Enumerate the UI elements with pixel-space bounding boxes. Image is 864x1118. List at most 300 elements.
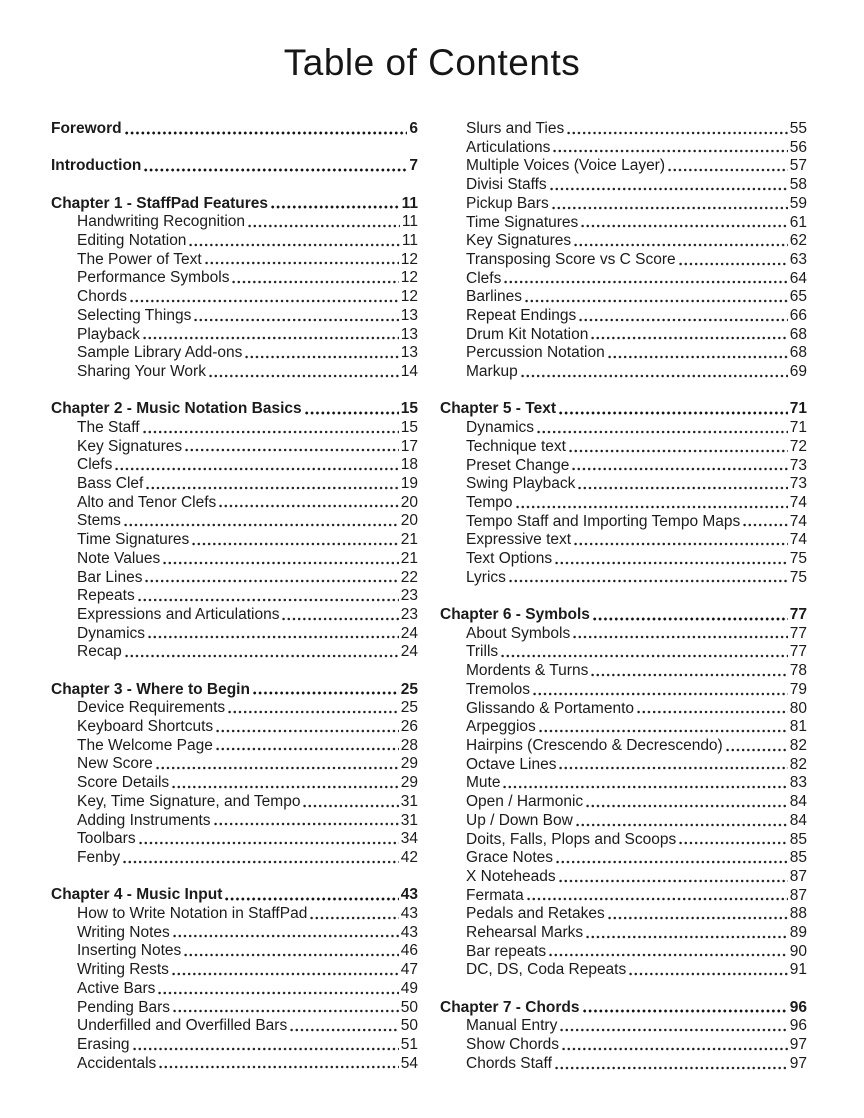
dot-leader xyxy=(558,868,788,887)
toc-entry-label: The Power of Text xyxy=(77,250,202,268)
dot-leader xyxy=(580,214,787,233)
toc-entry-label: The Staff xyxy=(77,418,140,436)
toc-entry-row xyxy=(440,344,807,363)
toc-entry-label: Selecting Things xyxy=(77,306,192,324)
dot-leader xyxy=(171,961,399,980)
toc-page-number: 85 xyxy=(789,830,807,848)
toc-entry-label: Playback xyxy=(77,325,140,343)
dot-leader xyxy=(549,176,788,195)
toc-entry-row xyxy=(440,700,807,719)
toc-entry-row xyxy=(51,512,418,531)
toc-page-number: 73 xyxy=(789,456,807,474)
toc-entry-row xyxy=(440,625,807,644)
toc-entry-label: Bar repeats xyxy=(466,942,547,960)
toc-page-number: 20 xyxy=(400,512,418,530)
toc-chapter-row xyxy=(440,999,807,1018)
toc-entry-label: Writing Notes xyxy=(77,923,170,941)
dot-leader xyxy=(554,1055,788,1074)
toc-entry-row xyxy=(51,456,418,475)
dot-leader xyxy=(559,1017,787,1036)
toc-entry-label: Bar Lines xyxy=(77,568,143,586)
dot-leader xyxy=(147,625,399,644)
toc-entry-label: How to Write Notation in StaffPad xyxy=(77,904,308,922)
toc-page-number: 61 xyxy=(789,213,807,231)
toc-block xyxy=(51,400,418,662)
toc-entry-label: New Score xyxy=(77,755,153,773)
toc-entry-row xyxy=(440,363,807,382)
toc-page-number: 66 xyxy=(789,307,807,325)
toc-page-number: 62 xyxy=(789,232,807,250)
toc-entry-label: Show Chords xyxy=(466,1036,560,1054)
dot-leader xyxy=(573,232,788,251)
dot-leader xyxy=(502,774,787,793)
toc-chapter-row xyxy=(51,120,418,139)
toc-chapter-label: Chapter 7 - Chords xyxy=(440,998,580,1016)
toc-page-number: 56 xyxy=(789,138,807,156)
toc-entry-row xyxy=(440,662,807,681)
toc-chapter-label: Chapter 5 - Text xyxy=(440,400,556,418)
toc-page-number: 71 xyxy=(789,419,807,437)
toc-entry-row xyxy=(51,849,418,868)
toc-entry-label: Recap xyxy=(77,643,122,661)
dot-leader xyxy=(162,550,398,569)
toc-entry-row xyxy=(440,494,807,513)
dot-leader xyxy=(143,157,407,176)
toc-entry-row xyxy=(51,232,418,251)
dot-leader xyxy=(566,120,788,139)
dot-leader xyxy=(123,512,399,531)
toc-page-number: 13 xyxy=(400,325,418,343)
toc-page-number: 96 xyxy=(789,1017,807,1035)
toc-page-number: 13 xyxy=(400,344,418,362)
toc-entry-row xyxy=(51,830,418,849)
toc-entry-row xyxy=(51,755,418,774)
dot-leader xyxy=(191,531,398,550)
toc-entry-label: Glissando & Portamento xyxy=(466,699,635,717)
toc-entry-row xyxy=(51,625,418,644)
toc-page-number: 22 xyxy=(400,568,418,586)
toc-entry-label: Expressive text xyxy=(466,531,572,549)
toc-entry-row xyxy=(51,606,418,625)
toc-chapter-label: Chapter 2 - Music Notation Basics xyxy=(51,400,302,418)
toc-entry-row xyxy=(51,363,418,382)
toc-page-number: 46 xyxy=(400,942,418,960)
toc-page-number: 11 xyxy=(401,194,418,212)
toc-page-number: 77 xyxy=(789,624,807,642)
toc-page-number: 88 xyxy=(789,905,807,923)
toc-page-number: 12 xyxy=(400,288,418,306)
toc-entry-label: Clefs xyxy=(466,269,502,287)
dot-leader xyxy=(742,513,787,532)
toc-entry-row xyxy=(51,774,418,793)
dot-leader xyxy=(270,195,400,214)
dot-leader xyxy=(144,569,398,588)
toc-page-number: 74 xyxy=(789,531,807,549)
toc-entry-row xyxy=(440,531,807,550)
toc-entry-row xyxy=(440,513,807,532)
toc-chapter-label: Chapter 4 - Music Input xyxy=(51,886,223,904)
toc-chapter-label: Chapter 6 - Symbols xyxy=(440,606,590,624)
dot-leader xyxy=(252,681,399,700)
toc-page-number: 63 xyxy=(789,250,807,268)
toc-chapter-row xyxy=(51,400,418,419)
toc-page-number: 87 xyxy=(789,867,807,885)
toc-entry-label: Toolbars xyxy=(77,830,136,848)
toc-block xyxy=(440,120,807,382)
toc-page-number: 77 xyxy=(789,606,807,624)
toc-page-number: 97 xyxy=(789,1036,807,1054)
toc-entry-label: Technique text xyxy=(466,437,566,455)
toc-block xyxy=(51,195,418,382)
dot-leader xyxy=(227,699,399,718)
toc-page-number: 84 xyxy=(789,811,807,829)
toc-entry-row xyxy=(440,924,807,943)
dot-leader xyxy=(218,494,398,513)
toc-entry-label: Device Requirements xyxy=(77,699,226,717)
toc-entry-label: Trills xyxy=(466,643,499,661)
dot-leader xyxy=(551,195,788,214)
toc-page-number: 6 xyxy=(409,120,418,137)
dot-leader xyxy=(304,400,399,419)
toc-entry-label: Sharing Your Work xyxy=(77,362,206,380)
toc-page-number: 54 xyxy=(400,1054,418,1072)
toc-entry-row xyxy=(51,643,418,662)
toc-page-number: 25 xyxy=(400,699,418,717)
toc-page-number: 90 xyxy=(789,942,807,960)
dot-leader xyxy=(552,139,787,158)
dot-leader xyxy=(157,980,398,999)
toc-entry-row xyxy=(440,812,807,831)
toc-entry-label: Active Bars xyxy=(77,979,156,997)
toc-entry-row xyxy=(51,980,418,999)
dot-leader xyxy=(558,400,788,419)
toc-entry-label: Handwriting Recognition xyxy=(77,213,246,231)
dot-leader xyxy=(188,232,399,251)
dot-leader xyxy=(515,494,788,513)
toc-block xyxy=(51,120,418,139)
dot-leader xyxy=(124,643,399,662)
dot-leader xyxy=(158,1055,398,1074)
toc-entry-label: Text Options xyxy=(466,550,553,568)
dot-leader xyxy=(145,475,398,494)
toc-entry-row xyxy=(440,943,807,962)
toc-entry-label: Dynamics xyxy=(466,419,535,437)
toc-entry-row xyxy=(440,756,807,775)
toc-page-number: 23 xyxy=(400,605,418,623)
dot-leader xyxy=(247,213,400,232)
toc-page-number: 26 xyxy=(400,718,418,736)
toc-block xyxy=(51,681,418,868)
dot-leader xyxy=(607,344,788,363)
toc-entry-label: Pedals and Retakes xyxy=(466,905,605,923)
toc-entry-row xyxy=(51,587,418,606)
toc-entry-row xyxy=(440,326,807,345)
toc-entry-label: Articulations xyxy=(466,138,551,156)
toc-page-number: 74 xyxy=(789,493,807,511)
toc-page-number: 55 xyxy=(789,120,807,137)
toc-page-number: 20 xyxy=(400,493,418,511)
toc-entry-label: Erasing xyxy=(77,1035,130,1053)
toc-entry-label: Pickup Bars xyxy=(466,194,549,212)
toc-page-number: 81 xyxy=(789,718,807,736)
dot-leader xyxy=(193,307,398,326)
toc-entry-label: Up / Down Bow xyxy=(466,811,573,829)
dot-leader xyxy=(204,251,399,270)
dot-leader xyxy=(309,905,398,924)
toc-block xyxy=(440,400,807,587)
toc-entry-row xyxy=(440,251,807,270)
toc-entry-row xyxy=(440,232,807,251)
toc-page-number: 87 xyxy=(789,886,807,904)
toc-page-number: 82 xyxy=(789,736,807,754)
toc-page-number: 69 xyxy=(789,363,807,381)
toc-page-number: 49 xyxy=(400,979,418,997)
toc-entry-label: Open / Harmonic xyxy=(466,793,584,811)
toc-columns xyxy=(0,120,864,1092)
toc-entry-label: Rehearsal Marks xyxy=(466,924,584,942)
toc-block xyxy=(51,157,418,176)
toc-entry-label: Divisi Staffs xyxy=(466,176,547,194)
toc-column-right xyxy=(440,120,807,1092)
toc-page-number: 82 xyxy=(789,755,807,773)
toc-entry-row xyxy=(51,737,418,756)
dot-leader xyxy=(592,606,788,625)
toc-entry-label: Mute xyxy=(466,774,501,792)
toc-page-number: 34 xyxy=(400,830,418,848)
toc-block xyxy=(440,999,807,1074)
toc-entry-label: Expressions and Articulations xyxy=(77,605,280,623)
dot-leader xyxy=(561,1036,788,1055)
dot-leader xyxy=(215,737,399,756)
dot-leader xyxy=(636,700,788,719)
toc-entry-row xyxy=(51,251,418,270)
toc-entry-label: Barlines xyxy=(466,288,522,306)
dot-leader xyxy=(155,755,399,774)
toc-page-number: 21 xyxy=(400,549,418,567)
toc-page-number: 75 xyxy=(789,568,807,586)
dot-leader xyxy=(137,587,399,606)
toc-entry-row xyxy=(51,718,418,737)
toc-page-number: 29 xyxy=(400,774,418,792)
toc-entry-row xyxy=(440,270,807,289)
toc-entry-row xyxy=(440,831,807,850)
toc-entry-label: Slurs and Ties xyxy=(466,120,565,137)
toc-page-number: 11 xyxy=(401,213,418,231)
toc-page-number: 91 xyxy=(789,961,807,979)
dot-leader xyxy=(568,438,788,457)
toc-entry-label: Manual Entry xyxy=(466,1017,558,1035)
dot-leader xyxy=(548,943,788,962)
dot-leader xyxy=(503,270,787,289)
toc-entry-row xyxy=(440,419,807,438)
toc-entry-row xyxy=(51,793,418,812)
toc-entry-row xyxy=(51,1036,418,1055)
toc-entry-label: Tempo xyxy=(466,493,513,511)
toc-entry-label: Editing Notation xyxy=(77,232,187,249)
dot-leader xyxy=(289,1017,399,1036)
toc-entry-label: Score Details xyxy=(77,774,170,792)
toc-entry-label: Octave Lines xyxy=(466,755,557,773)
toc-page-number: 21 xyxy=(400,531,418,549)
toc-entry-label: Hairpins (Crescendo & Decrescendo) xyxy=(466,736,723,754)
toc-page-number: 15 xyxy=(400,400,418,418)
toc-column-left xyxy=(51,120,418,1092)
toc-entry-row xyxy=(440,550,807,569)
toc-page-number: 12 xyxy=(400,269,418,287)
toc-page-number: 31 xyxy=(400,792,418,810)
toc-entry-label: Transposing Score vs C Score xyxy=(466,250,676,268)
dot-leader xyxy=(184,438,399,457)
dot-leader xyxy=(171,774,399,793)
toc-entry-label: Sample Library Add-ons xyxy=(77,344,243,362)
toc-page-number: 68 xyxy=(789,344,807,362)
toc-entry-label: Dynamics xyxy=(77,624,146,642)
toc-page-number: 11 xyxy=(401,232,418,249)
toc-entry-label: Swing Playback xyxy=(466,475,576,493)
toc-page-number: 43 xyxy=(400,904,418,922)
toc-entry-label: Key Signatures xyxy=(77,437,183,455)
toc-page-number: 23 xyxy=(400,587,418,605)
toc-chapter-label: Chapter 3 - Where to Begin xyxy=(51,680,250,698)
dot-leader xyxy=(302,793,398,812)
toc-entry-label: Preset Change xyxy=(466,456,570,474)
toc-entry-label: Chords xyxy=(77,288,127,306)
toc-page-number: 42 xyxy=(400,848,418,866)
toc-page-number: 65 xyxy=(789,288,807,306)
toc-block xyxy=(440,606,807,980)
toc-entry-label: Time Signatures xyxy=(77,531,190,549)
dot-leader xyxy=(122,849,399,868)
toc-entry-row xyxy=(51,942,418,961)
dot-leader xyxy=(129,288,399,307)
toc-page-number: 77 xyxy=(789,643,807,661)
dot-leader xyxy=(678,251,788,270)
toc-page-number: 64 xyxy=(789,269,807,287)
toc-entry-row xyxy=(440,681,807,700)
dot-leader xyxy=(571,457,787,476)
toc-page-number: 43 xyxy=(400,886,418,904)
toc-entry-label: Stems xyxy=(77,512,121,530)
toc-page-number: 57 xyxy=(789,157,807,175)
toc-entry-row xyxy=(51,269,418,288)
toc-entry-label: Arpeggios xyxy=(466,718,536,736)
toc-entry-row xyxy=(51,812,418,831)
toc-entry-row xyxy=(440,905,807,924)
dot-leader xyxy=(573,531,788,550)
dot-leader xyxy=(590,662,787,681)
toc-entry-row xyxy=(51,307,418,326)
toc-page-number: 28 xyxy=(400,736,418,754)
toc-page-number: 31 xyxy=(400,811,418,829)
toc-entry-label: Adding Instruments xyxy=(77,811,211,829)
toc-page-number: 50 xyxy=(400,1017,418,1035)
toc-entry-label: Note Values xyxy=(77,549,161,567)
toc-entry-row xyxy=(440,457,807,476)
dot-leader xyxy=(142,419,399,438)
toc-page-number: 84 xyxy=(789,793,807,811)
toc-entry-row xyxy=(51,1055,418,1074)
toc-entry-row xyxy=(440,643,807,662)
dot-leader xyxy=(725,737,788,756)
toc-entry-label: Performance Symbols xyxy=(77,269,230,287)
toc-entry-label: Fenby xyxy=(77,848,121,866)
toc-entry-row xyxy=(440,1017,807,1036)
toc-entry-row xyxy=(440,120,807,139)
toc-page-number: 25 xyxy=(400,680,418,698)
dot-leader xyxy=(555,849,788,868)
dot-leader xyxy=(215,718,399,737)
toc-entry-row xyxy=(440,195,807,214)
toc-page-number: 68 xyxy=(789,325,807,343)
toc-page-number: 24 xyxy=(400,624,418,642)
toc-entry-label: DC, DS, Coda Repeats xyxy=(466,961,627,979)
toc-entry-row xyxy=(440,793,807,812)
toc-entry-label: Percussion Notation xyxy=(466,344,605,362)
toc-entry-label: Drum Kit Notation xyxy=(466,325,589,343)
dot-leader xyxy=(607,905,788,924)
toc-page-number: 78 xyxy=(789,662,807,680)
toc-entry-label: Clefs xyxy=(77,456,113,474)
toc-entry-row xyxy=(440,774,807,793)
dot-leader xyxy=(536,419,788,438)
toc-entry-row xyxy=(51,494,418,513)
dot-leader xyxy=(500,643,788,662)
toc-entry-label: Accidentals xyxy=(77,1054,157,1072)
toc-entry-row xyxy=(440,288,807,307)
toc-page-number: 43 xyxy=(400,923,418,941)
page-title: Table of Contents xyxy=(283,42,581,83)
toc-entry-label: Keyboard Shortcuts xyxy=(77,718,214,736)
toc-page-number: 15 xyxy=(400,418,418,436)
dot-leader xyxy=(520,363,788,382)
toc-page-number: 17 xyxy=(400,437,418,455)
dot-leader xyxy=(172,999,399,1018)
toc-entry-row xyxy=(51,569,418,588)
toc-entry-row xyxy=(440,307,807,326)
toc-entry-row xyxy=(440,961,807,980)
dot-leader xyxy=(213,812,399,831)
dot-leader xyxy=(138,830,399,849)
toc-page-number: 50 xyxy=(400,998,418,1016)
toc-page-number: 14 xyxy=(400,362,418,380)
toc-entry-label: Grace Notes xyxy=(466,849,554,867)
dot-leader xyxy=(183,942,399,961)
toc-page-number: 97 xyxy=(789,1054,807,1072)
toc-page-number: 18 xyxy=(400,456,418,474)
toc-chapter-label: Chapter 1 - StaffPad Features xyxy=(51,194,269,212)
toc-entry-row xyxy=(440,849,807,868)
dot-leader xyxy=(114,456,398,475)
dot-leader xyxy=(244,344,398,363)
toc-entry-row xyxy=(51,999,418,1018)
dot-leader xyxy=(142,326,399,345)
toc-page-number: 79 xyxy=(789,680,807,698)
toc-entry-row xyxy=(51,699,418,718)
toc-entry-row xyxy=(51,475,418,494)
toc-entry-label: Markup xyxy=(466,363,518,381)
toc-entry-row xyxy=(51,213,418,232)
toc-entry-row xyxy=(51,288,418,307)
toc-chapter-row xyxy=(440,606,807,625)
dot-leader xyxy=(508,569,788,588)
toc-page-number: 74 xyxy=(789,512,807,530)
dot-leader xyxy=(585,793,788,812)
toc-page-number: 47 xyxy=(400,961,418,979)
dot-leader xyxy=(575,812,788,831)
toc-page-number: 24 xyxy=(400,643,418,661)
toc-entry-label: Chords Staff xyxy=(466,1054,552,1072)
toc-page-number: 7 xyxy=(409,157,418,175)
